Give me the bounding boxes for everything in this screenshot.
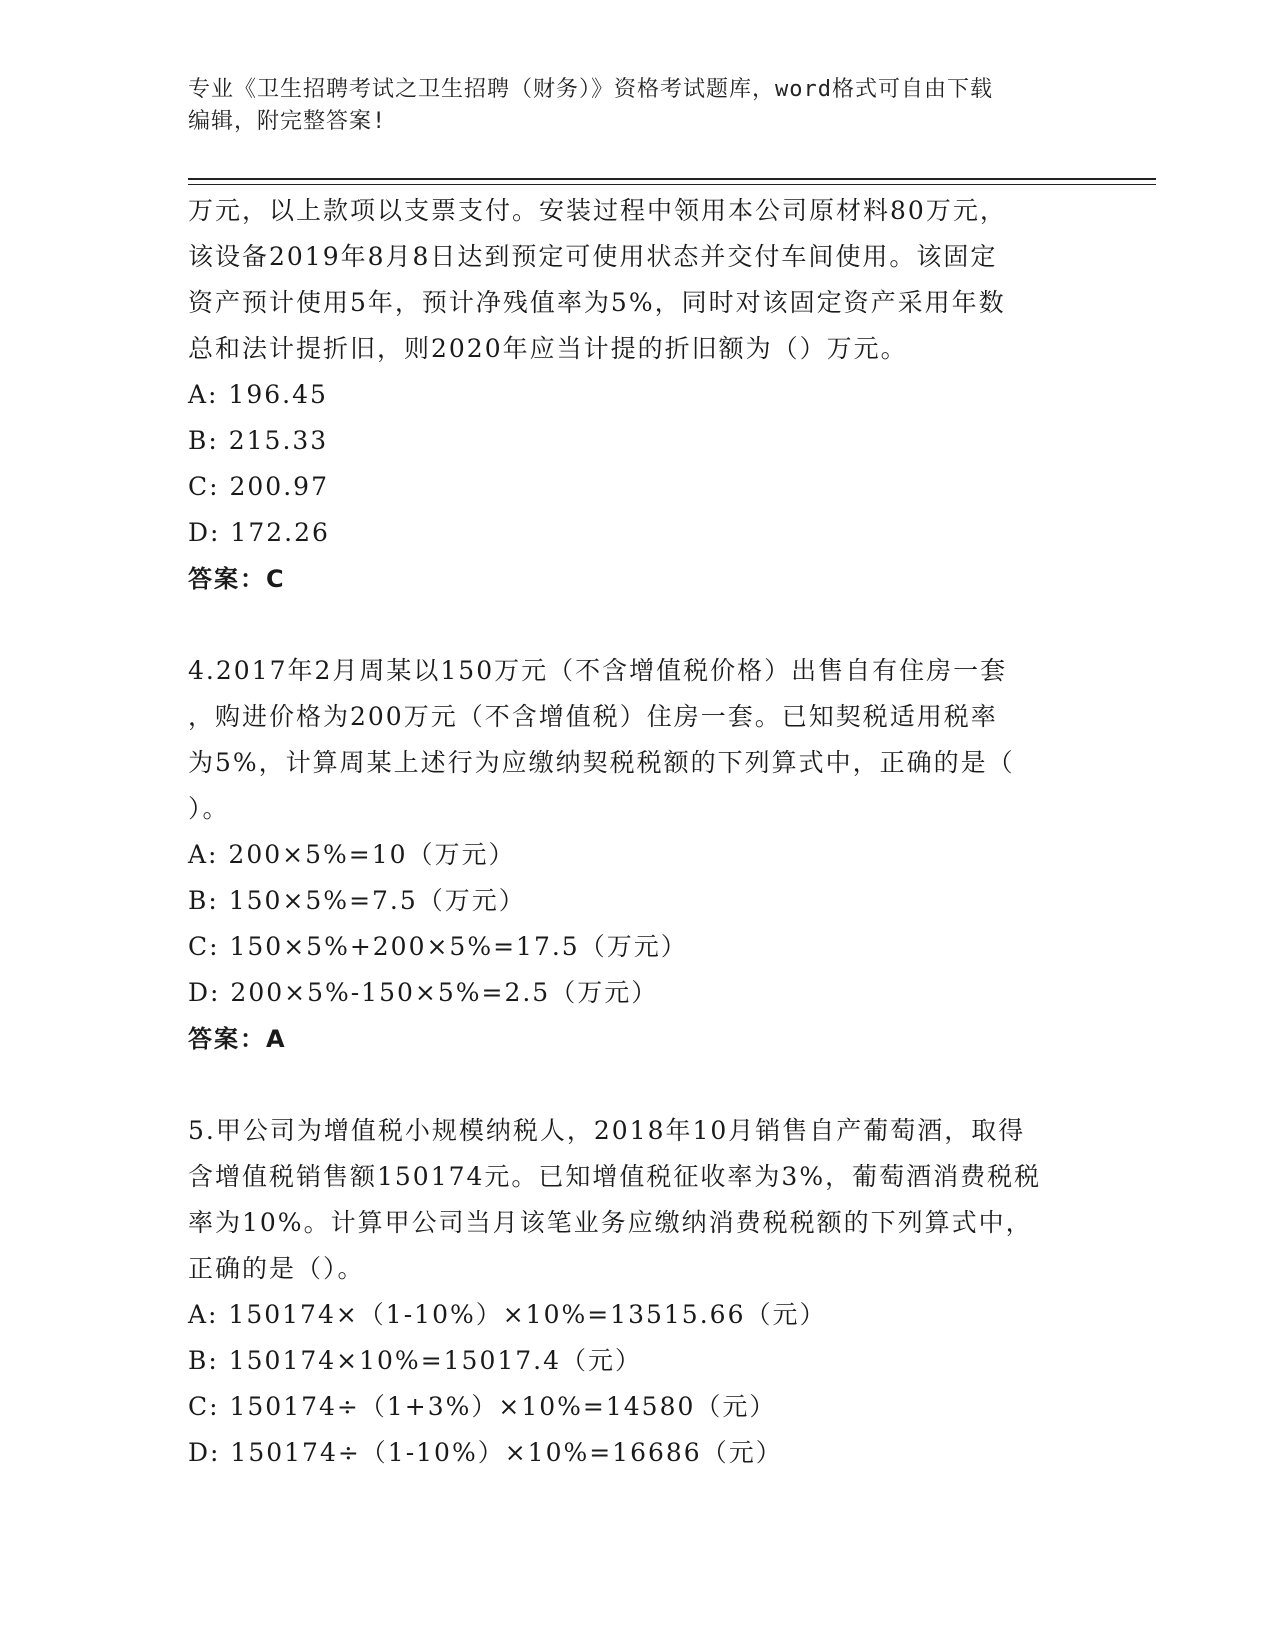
question-5 <box>188 1108 1088 1476</box>
section-spacer <box>188 1062 1088 1108</box>
question-5-text-line: 含增值税销售额150174元。已知增值税征收率为3%，葡萄酒消费税税 <box>188 1162 1042 1191</box>
question-4-option-d: D: 200×5%-150×5%=2.5（万元） <box>188 978 659 1007</box>
header-divider-thick <box>188 178 1156 180</box>
question-5-text-line: 5.甲公司为增值税小规模纳税人，2018年10月销售自产葡萄酒，取得 <box>188 1116 1026 1145</box>
question-3-text-line: 资产预计使用5年，预计净残值率为5%，同时对该固定资产采用年数 <box>188 288 1006 317</box>
question-3-option-c: C: 200.97 <box>188 472 329 501</box>
question-4-text-line: 4.2017年2月周某以150万元（不含增值税价格）出售自有住房一套 <box>188 656 1008 685</box>
document-body <box>188 188 1088 1476</box>
question-4-text-line: ，购进价格为200万元（不含增值税）住房一套。已知契税适用税率 <box>188 702 998 731</box>
question-4-option-c: C: 150×5%+200×5%=17.5（万元） <box>188 932 688 961</box>
question-4-text-line: ）。 <box>188 794 230 823</box>
header-divider-thin <box>188 184 1156 185</box>
question-4-answer: 答案：A <box>188 1025 287 1053</box>
question-5-option-a: A: 150174×（1-10%）×10%=13515.66（元） <box>188 1300 827 1329</box>
question-5-option-c: C: 150174÷（1+3%）×10%=14580（元） <box>188 1392 777 1421</box>
question-4-option-b: B: 150×5%=7.5（万元） <box>188 886 526 915</box>
question-5-text-line: 正确的是（）。 <box>188 1254 365 1283</box>
document-header <box>188 74 1088 138</box>
question-4 <box>188 648 1088 1062</box>
section-spacer <box>188 602 1088 648</box>
question-4-option-a: A: 200×5%=10（万元） <box>188 840 516 869</box>
question-3-text-line: 万元，以上款项以支票支付。安装过程中领用本公司原材料80万元， <box>188 196 1007 225</box>
question-3-option-b: B: 215.33 <box>188 426 329 455</box>
question-5-option-d: D: 150174÷（1-10%）×10%=16686（元） <box>188 1438 783 1467</box>
question-3-answer: 答案：C <box>188 565 286 593</box>
question-5-option-b: B: 150174×10%=15017.4（元） <box>188 1346 643 1375</box>
header-title-line-2: 编辑，附完整答案! <box>188 109 387 134</box>
question-3-option-a: A: 196.45 <box>188 380 328 409</box>
question-3 <box>188 188 1088 602</box>
question-3-text-line: 该设备2019年8月8日达到预定可使用状态并交付车间使用。该固定 <box>188 242 998 271</box>
question-4-text-line: 为5%，计算周某上述行为应缴纳契税税额的下列算式中，正确的是（ <box>188 748 1015 777</box>
question-5-text-line: 率为10%。计算甲公司当月该笔业务应缴纳消费税税额的下列算式中， <box>188 1208 1033 1237</box>
header-title-line-1: 专业《卫生招聘考试之卫生招聘（财务）》资格考试题库，word格式可自由下载 <box>188 77 993 102</box>
question-3-option-d: D: 172.26 <box>188 518 330 547</box>
question-3-text-line: 总和法计提折旧，则2020年应当计提的折旧额为（）万元。 <box>188 334 908 363</box>
